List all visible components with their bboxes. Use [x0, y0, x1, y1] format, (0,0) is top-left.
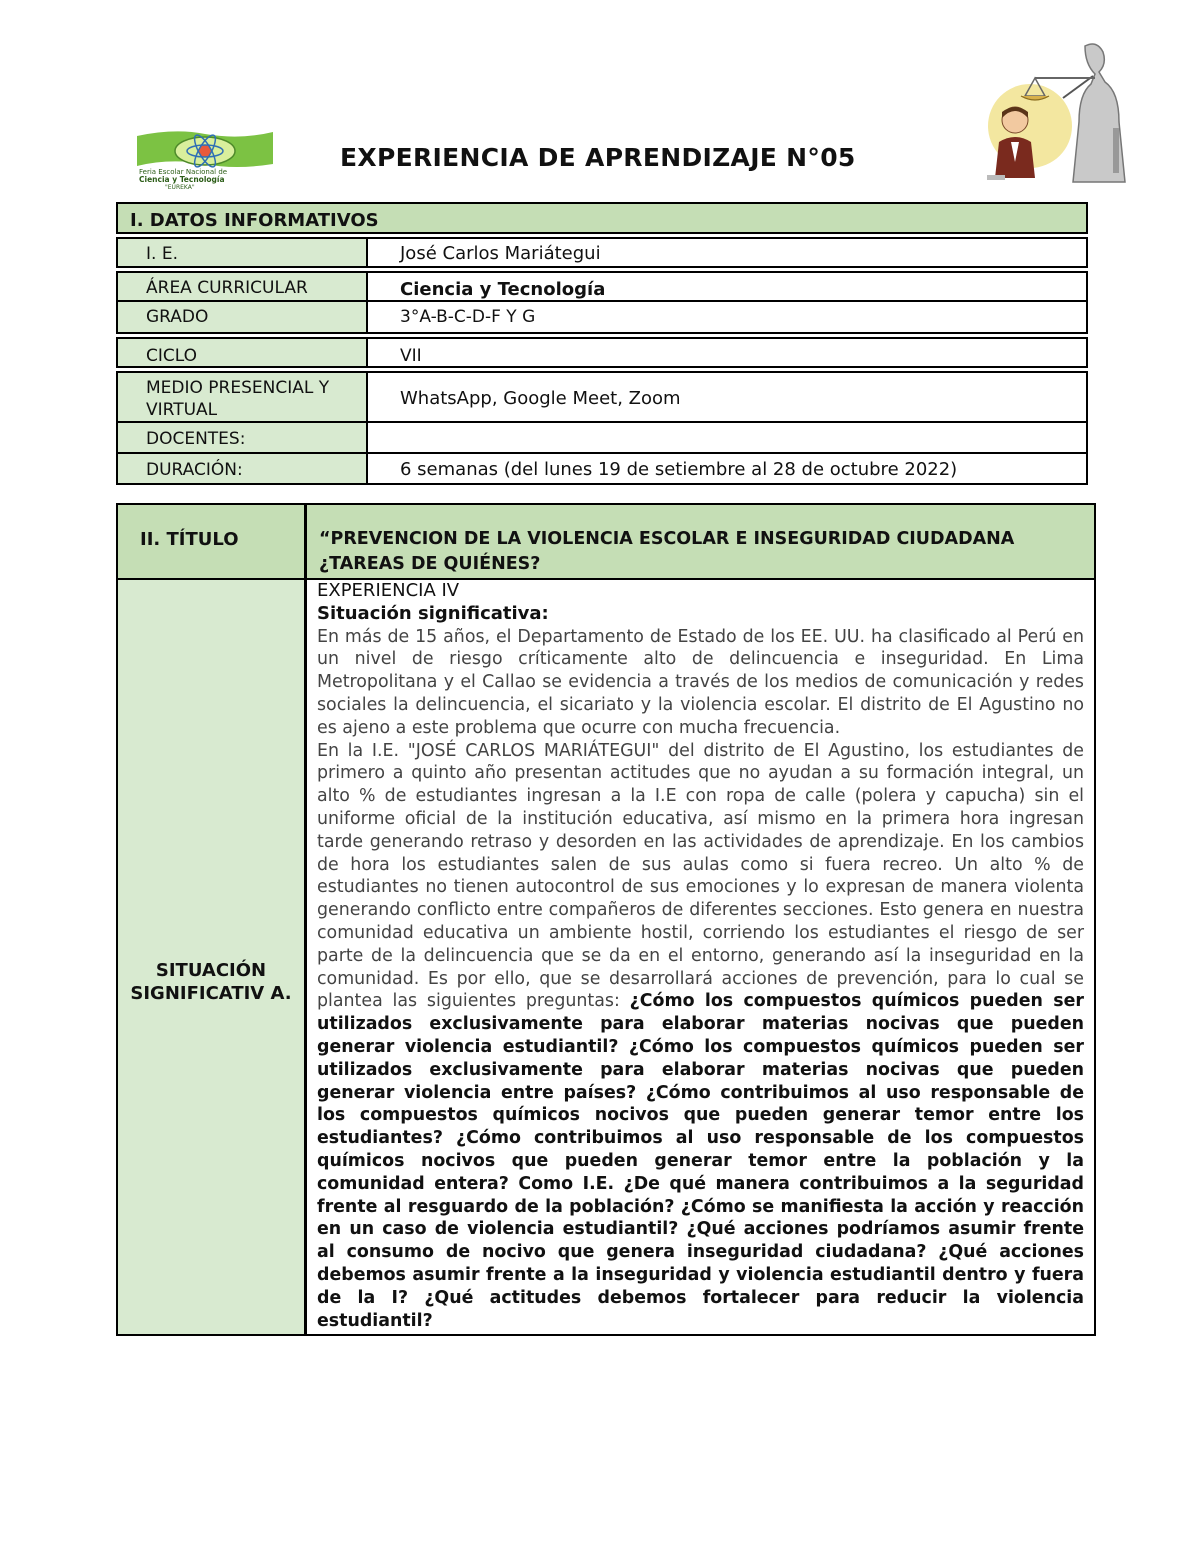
titulo-value: “PREVENCION DE LA VIOLENCIA ESCOLAR E INSEGURIDAD CIUDADANA ¿TAREAS DE QUIÉNES?	[319, 529, 1015, 574]
situacion-content	[307, 580, 1094, 1334]
situacion-subheading: Situación significativa:	[317, 602, 549, 624]
row-label: CICLO	[118, 339, 368, 366]
svg-text:"EUREKA": "EUREKA"	[165, 184, 195, 190]
row-value: 3°A-B-C-D-F Y G	[368, 302, 1086, 332]
table-row	[116, 371, 1088, 423]
row-value: Ciencia y Tecnología	[368, 273, 1086, 300]
row-value	[368, 423, 1086, 452]
table-row	[116, 337, 1088, 368]
page-title: EXPERIENCIA DE APRENDIZAJE N°05	[340, 143, 856, 172]
svg-text:Feria Escolar Nacional de: Feria Escolar Nacional de	[139, 168, 228, 176]
row-label: DURACIÓN:	[118, 454, 368, 483]
row-value: José Carlos Mariátegui	[368, 239, 1086, 266]
table-row	[116, 237, 1088, 268]
eureka-logo	[135, 130, 275, 190]
table-row	[116, 454, 1088, 485]
row-value: 6 semanas (del lunes 19 de setiembre al 28 de octubre 2022)	[368, 454, 1086, 483]
row-label: DOCENTES:	[118, 423, 368, 452]
row-value: VII	[368, 339, 1086, 366]
datos-heading: I. DATOS INFORMATIVOS	[116, 202, 1088, 234]
situacion-label: SITUACIÓN SIGNIFICATIV A.	[118, 580, 307, 1334]
titulo-row	[118, 505, 1094, 580]
table-row	[116, 271, 1088, 302]
row-label: MEDIO PRESENCIAL Y VIRTUAL	[118, 373, 368, 421]
experiencia-heading: EXPERIENCIA IV	[317, 580, 460, 601]
titulo-situacion-table	[116, 503, 1096, 1336]
situacion-questions: ¿Cómo los compuestos químicos pueden ser utilizados exclusivamente para elaborar materias nocivas que pueden generar violencia estudiantil? ¿Cómo los compuestos químicos pueden ser utilizados exclusivamente para elaborar materias nocivas que pueden generar violencia entre países? ¿Cómo contribuimos al uso responsable de los compuestos químicos nocivos que pueden generar temor entre los estudiantes? ¿Cómo contribuimos al uso responsable de los compuestos químicos nocivos que pueden generar temor entre la población y la comunidad entera? Como I.E. ¿De qué manera contribuimos a la seguridad frente al resguardo de la población? ¿Cómo se manifiesta la acción y reacción en un caso de violencia estudiantil? ¿Qué acciones podríamos asumir frente al consumo de nocivo que genera inseguridad ciudadana? ¿Qué acciones debemos asumir frente a la inseguridad y violencia estudiantil dentro y fuera de la I? ¿Qué actitudes debemos fortalecer para reducir la violencia estudiantil?	[317, 991, 1084, 1331]
table-row	[116, 302, 1088, 334]
row-label: I. E.	[118, 239, 368, 266]
row-label: ÁREA CURRICULAR	[118, 273, 368, 300]
row-value: WhatsApp, Google Meet, Zoom	[368, 373, 1086, 421]
titulo-label: II. TÍTULO	[118, 505, 307, 578]
svg-text:Ciencia y Tecnología: Ciencia y Tecnología	[139, 175, 225, 184]
row-label: GRADO	[118, 302, 368, 332]
situacion-paragraph-2: En la I.E. "JOSÉ CARLOS MARIÁTEGUI" del distrito de El Agustino, los estudiantes de primero a quinto año presentan actitudes que no ayudan a su formación integral, un alto % de estudiantes ingresan a la I.E con ropa de calle (polera y capucha) sin el uniforme oficial de la institución educativa, así mismo en la primera hora ingresan tarde generando retraso y desorden en las actividades de aprendizaje. En los cambios de hora los estudiantes salen de sus aulas como si fuera recreo. Un alto % de estudiantes no tienen autocontrol de sus emociones y lo expresan de manera violenta generando conflicto entre compañeros de diferentes secciones. Esto genera en nuestra comunidad educativa un ambiente hostil, corriendo los estudiantes el riesgo de ser parte de la delincuencia que se da en el entorno, generando así la inseguridad en la comunidad. Es por ello, que se desarrollará acciones de prevención, para lo cual se plantea las siguientes preguntas:	[317, 740, 1084, 1012]
situacion-paragraph-1: En más de 15 años, el Departamento de Estado de los EE. UU. ha clasificado al Perú en un nivel de riesgo críticamente alto de delincuencia e inseguridad. En Lima Metropolitana y el Callao se evidencia a través de los medios de comunicación y redes sociales la delincuencia, el sicariato y la violencia escolar. El distrito de El Agustino no es ajeno a este problema que ocurre con mucha frecuencia.	[317, 626, 1084, 738]
table-row	[116, 423, 1088, 454]
justice-illustration	[985, 38, 1145, 183]
datos-informativos-table	[116, 202, 1088, 485]
situacion-row	[118, 580, 1094, 1334]
